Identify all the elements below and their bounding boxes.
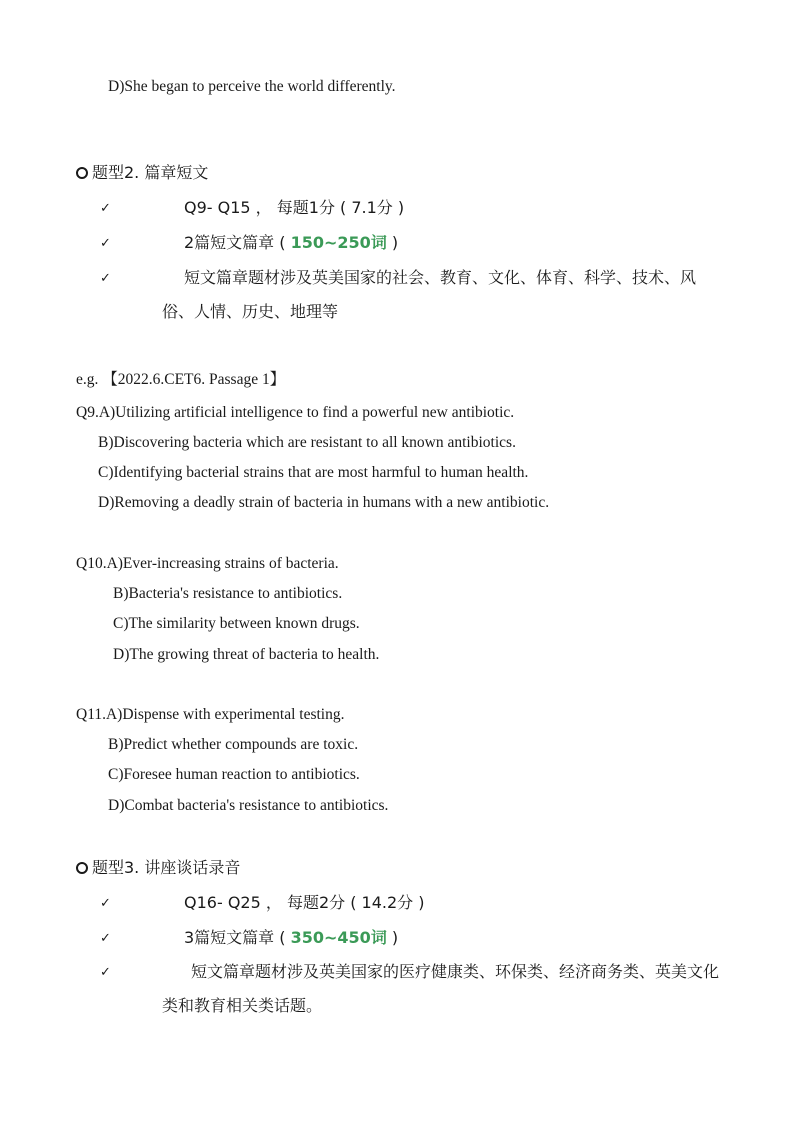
check-icon: ✓ [100,931,111,946]
check-icon: ✓ [100,965,111,980]
section-title: 题型2. 篇章短文 [92,163,209,182]
bullet-text: 短文篇章题材涉及英美国家的社会、教育、文化、体育、科学、技术、风 [184,268,697,287]
bullet-text: 短文篇章题材涉及英美国家的医疗健康类、环保类、经济商务类、英美文化 [191,962,720,981]
bullet-text-pre: 3篇短文篇章 ( [184,928,291,947]
question-option: D)Removing a deadly strain of bacteria in humans with a new antibiotic. [98,494,550,511]
question-first-line: Q10.A)Ever-increasing strains of bacteria. [76,555,339,572]
question-option: B)Discovering bacteria which are resistant to all known antibiotics. [98,434,516,451]
question-option: D)She began to perceive the world differently. [108,78,396,95]
section-title: 题型3. 讲座谈话录音 [92,858,241,877]
bullet-text-continuation: 俗、人情、历史、地理等 [162,302,339,321]
check-icon: ✓ [100,201,111,216]
bullet-text-continuation: 类和教育相关类话题。 [162,996,323,1015]
bullet-text: Q16- Q25 ， 每题2分 ( 14.2分 ) [184,893,425,912]
word-count-highlight: 350~450词 [290,928,387,947]
question-option: C)Foresee human reaction to antibiotics. [108,766,360,783]
question-option: B)Predict whether compounds are toxic. [108,736,359,753]
question-first-line: Q9.A)Utilizing artificial intelligence to find a powerful new antibiotic. [76,404,515,421]
check-icon: ✓ [100,271,111,286]
circle-bullet-icon [76,862,88,874]
word-count-highlight: 150~250词 [290,233,387,252]
bullet-text [184,233,398,253]
question-option: D)The growing threat of bacteria to health. [113,646,380,663]
bullet-text-pre: 2篇短文篇章 ( [184,233,291,252]
check-icon: ✓ [100,896,111,911]
question-option: D)Combat bacteria's resistance to antibiotics. [108,797,389,814]
bullet-text [184,928,398,948]
question-first-line: Q11.A)Dispense with experimental testing. [76,706,345,723]
question-option: B)Bacteria's resistance to antibiotics. [113,585,343,602]
check-icon: ✓ [100,236,111,251]
circle-bullet-icon [76,167,88,179]
question-option: C)The similarity between known drugs. [113,615,360,632]
bullet-text-post: ) [386,233,399,252]
bullet-text: Q9- Q15 ， 每题1分 ( 7.1分 ) [184,198,405,217]
question-option: C)Identifying bacterial strains that are most harmful to human health. [98,464,529,481]
example-heading: e.g. 【2022.6.CET6. Passage 1】 [76,371,286,388]
bullet-text-post: ) [386,928,399,947]
